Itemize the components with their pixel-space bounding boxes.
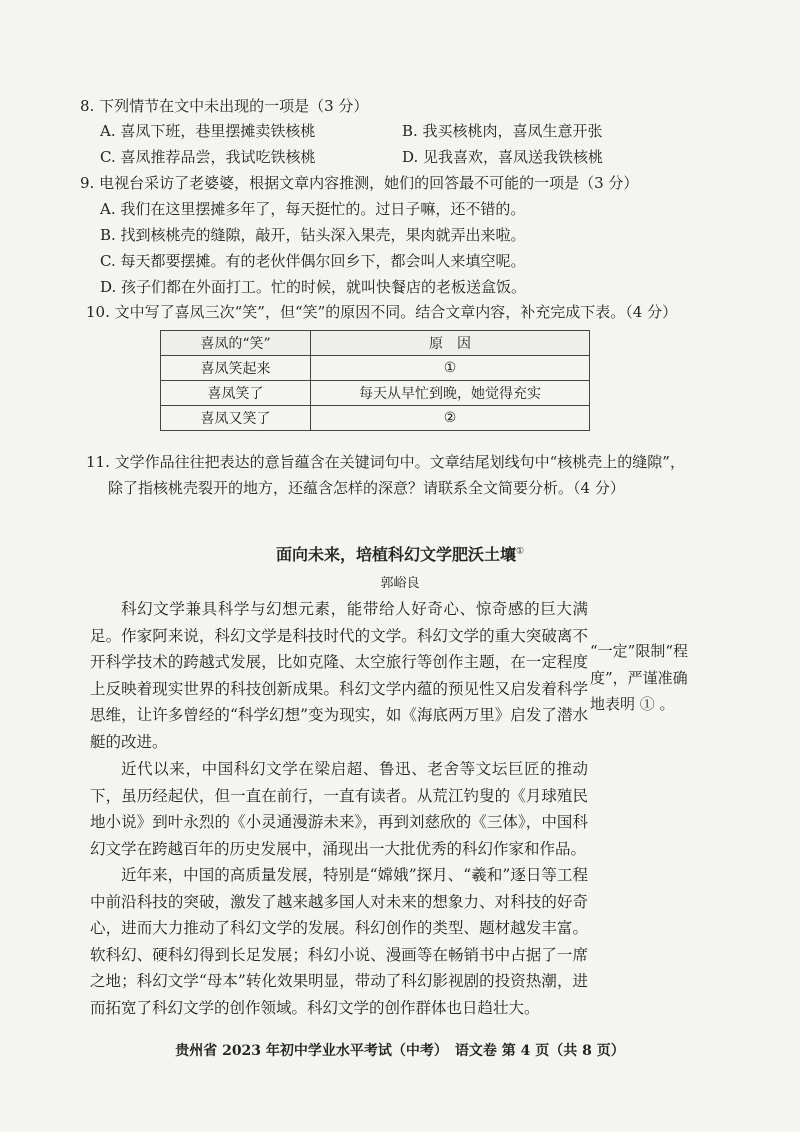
question-9-option-b: B. 找到核桃壳的缝隙，敲开，钻头深入果壳，果肉就弄出来啦。	[100, 226, 526, 244]
question-9-option-a: A. 我们在这里摆摊多年了，每天挺忙的。过日子嘛，还不错的。	[100, 200, 526, 218]
question-9-option-d: D. 孩子们都在外面打工。忙的时候，就叫快餐店的老板送盒饭。	[100, 278, 527, 296]
article-paragraph-1: 科幻文学兼具科学与幻想元素，能带给人好奇心、惊奇感的巨大满足。作家阿来说，科幻文学是科技时代的文学。科幻文学的重大突破离不开科学技术的跨越式发展，比如克隆、太空旅行等创作主题，在一定程度上反映着现实世界的科技创新成果。科幻文学内蕴的预见性又启发着科学思维，让许多曾经的“科学幻想”变为现实，如《海底两万里》启发了潜水艇的改进。	[90, 600, 588, 751]
answer-table	[160, 330, 590, 431]
question-10-stem: 10. 文中写了喜凤三次“笑”，但“笑”的原因不同。结合文章内容，补充完成下表。（4 分）	[86, 303, 678, 321]
table-cell: ②	[311, 406, 590, 431]
article-title-text: 面向未来，培植科幻文学肥沃土壤	[275, 545, 516, 564]
table-row	[161, 356, 590, 381]
table-header-row	[161, 331, 590, 356]
question-11-line-1: 11. 文学作品往往把表达的意旨蕴含在关键词句中。文章结尾划线句中“核桃壳上的缝隙”，	[86, 453, 685, 471]
question-9-option-c: C. 每天都要摆摊。有的老伙伴偶尔回乡下，都会叫人来填空呢。	[100, 252, 526, 270]
question-8-option-d: D. 见我喜欢，喜凤送我铁核桃	[402, 148, 604, 166]
table-cell: 喜凤笑了	[161, 381, 311, 406]
article-title-note: ①	[515, 546, 525, 557]
question-8-option-c: C. 喜凤推荐品尝，我试吃铁核桃	[100, 148, 316, 166]
question-9-stem: 9. 电视台采访了老婆婆，根据文章内容推测，她们的回答最不可能的一项是（3 分）	[80, 174, 639, 192]
question-8-option-b: B. 我买核桃肉，喜凤生意开张	[402, 122, 603, 140]
article-paragraph-2: 近代以来，中国科幻文学在梁启超、鲁迅、老舍等文坛巨匠的推动下，虽历经起伏，但一直在前行，一直有读者。从荒江钓叟的《月球殖民地小说》到叶永烈的《小灵通漫游未来》，再到刘慈欣的《三体》，中国科幻文学在跨越百年的历史发展中，涌现出一大批优秀的科幻作家和作品。	[90, 760, 588, 858]
table-header-cell: 喜凤的“笑”	[161, 331, 311, 356]
margin-annotation: “一定”限制“程度”，严谨准确地表明 ① 。	[590, 642, 689, 713]
table-row	[161, 381, 590, 406]
question-8-stem: 8. 下列情节在文中未出现的一项是（3 分）	[80, 97, 369, 115]
table-row	[161, 406, 590, 431]
table-cell: ①	[311, 356, 590, 381]
question-11-line-2: 除了指核桃壳裂开的地方，还蕴含怎样的深意？请联系全文简要分析。（4 分）	[108, 479, 625, 497]
table-cell: 每天从早忙到晚，她觉得充实	[311, 381, 590, 406]
article-title	[0, 542, 800, 565]
table-header-cell: 原 因	[311, 331, 590, 356]
article-author: 郭峪良	[380, 576, 420, 591]
question-8-option-a: A. 喜凤下班，巷里摆摊卖铁核桃	[100, 122, 316, 140]
table-cell: 喜凤又笑了	[161, 406, 311, 431]
page-footer: 贵州省 2023 年初中学业水平考试（中考） 语文卷 第 4 页（共 8 页）	[175, 1043, 625, 1059]
table-cell: 喜凤笑起来	[161, 356, 311, 381]
article-paragraph-3: 近年来，中国的高质量发展，特别是“嫦娥”探月、“羲和”逐日等工程中前沿科技的突破，激发了越来越多国人对未来的想象力、对科技的好奇心，进而大力推动了科幻文学的发展。科幻创作的类型、题材越发丰富。软科幻、硬科幻得到长足发展；科幻小说、漫画等在畅销书中占据了一席之地；科幻文学“母本”转化效果明显，带动了科幻影视剧的投资热潮，进而拓宽了科幻文学的创作领域。科幻文学的创作群体也日趋壮大。	[90, 866, 588, 1017]
